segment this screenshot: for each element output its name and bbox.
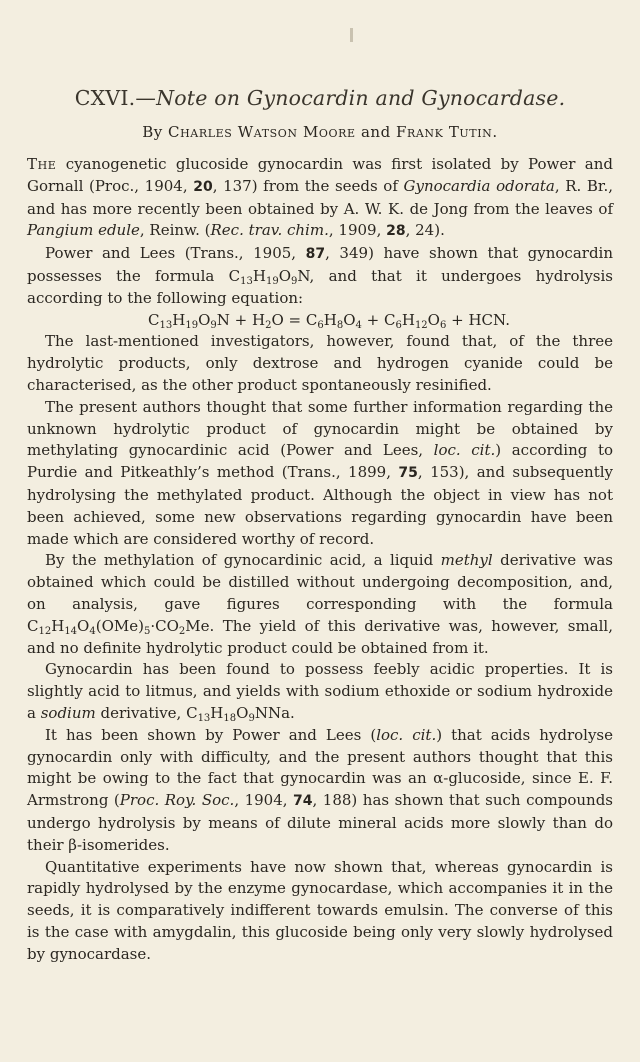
citation-abbrev: loc. cit. xyxy=(376,725,437,744)
paragraph-5: By the methylation of gynocardinic acid, a liquid methyl derivative was obtained which could be distilled without undergoing decomposition, and, on analysis, gave figures corresponding with the formula $C_{12}H_{14}O_4(OMe)_5\cdot CO_2Me$. The yield of this derivative was, however, small, and no definite hydrolytic product could be obtained from it. xyxy=(27,551,614,657)
paragraph-3: The last-mentioned investigators, however, found that, of the three hydrolytic products, only dextrose and hydrogen cyanide could be characterised, as the other product spontaneously resinified. xyxy=(27,332,613,394)
species-name: Pangium edule xyxy=(27,221,140,240)
volume-number: 87 xyxy=(305,246,326,263)
article-body xyxy=(27,154,613,965)
author-2: Frank Tutin. xyxy=(395,123,498,141)
volume-number: 28 xyxy=(386,223,406,240)
by-label: By xyxy=(142,123,163,141)
article-number: CXVI. xyxy=(74,86,136,110)
paragraph-7: It has been shown by Power and Lees (loc. cit.) that acids hydrolyse gynocardin only with difficulty, and the present authors thought that this might be owing to the fact that gynocardin was an α-glucoside, since E. F. Armstrong (Proc. Roy. Soc., 1904, 74, 188) has shown that such compounds undergo hydrolysis by means of dilute mineral acids more slowly than do their β-isomerides. xyxy=(27,725,613,854)
journal-name: Proc. Roy. Soc. xyxy=(119,791,235,810)
volume-number: 20 xyxy=(193,178,213,195)
paragraph-6: Gynocardin has been found to possess feebly acidic properties. It is slightly acid to litmus, and yields with sodium ethoxide or sodium hydroxide a sodium derivative, $C_{13}H_{18}O_9NNa$. xyxy=(27,660,613,724)
equation: $C_{13}H_{19}O_9N + H_2O = C_6H_8O_4 + C_6H_{12}O_6$ + HCN. xyxy=(148,310,510,331)
paragraph-2: Power and Lees (Trans., 1905, 87, 349) have shown that gynocardin possesses the formula $C_{13}H_{19}O_9N$, and that it undergoes hydrolysis according to the following equation: xyxy=(27,244,613,307)
compound-name: sodium xyxy=(40,703,96,722)
compound-name: methyl xyxy=(440,551,493,570)
journal-name: Rec. trav. chim. xyxy=(210,221,329,240)
author-1: Charles Watson Moore xyxy=(168,123,356,141)
paragraph-4: The present authors thought that some further information regarding the unknown hydrolytic product of gynocardin might be obtained by methylating gynocardinic acid (Power and Lees, loc. cit.) according to Purdie and Pitkeathly’s method (Trans., 1899, 75, 153), and subsequently hydrolysing the methylated product. Although the object in view has not been achieved, some new observations regarding gynocardin have been made which are considered worthy of record. xyxy=(27,397,614,548)
volume-number: 74 xyxy=(293,793,313,810)
and-label: and xyxy=(360,123,391,141)
species-name: Gynocardia odorata xyxy=(403,176,555,195)
citation-abbrev: loc. cit. xyxy=(433,441,496,460)
volume-number: 75 xyxy=(398,465,418,482)
lead-word: The xyxy=(27,155,57,173)
paragraph-8: Quantitative experiments have now shown that, whereas gynocardin is rapidly hydrolysed by the enzyme gynocardase, which accompanies it in the seeds, it is comparatively indifferent towards emulsin. The converse of this is the case with amygdalin, this glucoside being only very slowly hydrolysed by gynocardase. xyxy=(27,857,613,963)
title-text: Note on Gynocardin and Gynocardase. xyxy=(156,86,566,110)
author-line xyxy=(0,123,640,141)
scan-mark xyxy=(350,28,353,42)
article-title xyxy=(0,86,640,110)
title-dash: — xyxy=(135,86,157,110)
paragraph-1: The cyanogenetic glucoside gynocardin was first isolated by Power and Gornall (Proc., 1904, 20, 137) from the seeds of Gynocardia odorata, R. Br., and has more recently been obtained by A. W. K. de Jong from the leaves of Pangium edule, Reinw. (Rec. trav. chim., 1909, 28, 24). xyxy=(27,155,613,240)
